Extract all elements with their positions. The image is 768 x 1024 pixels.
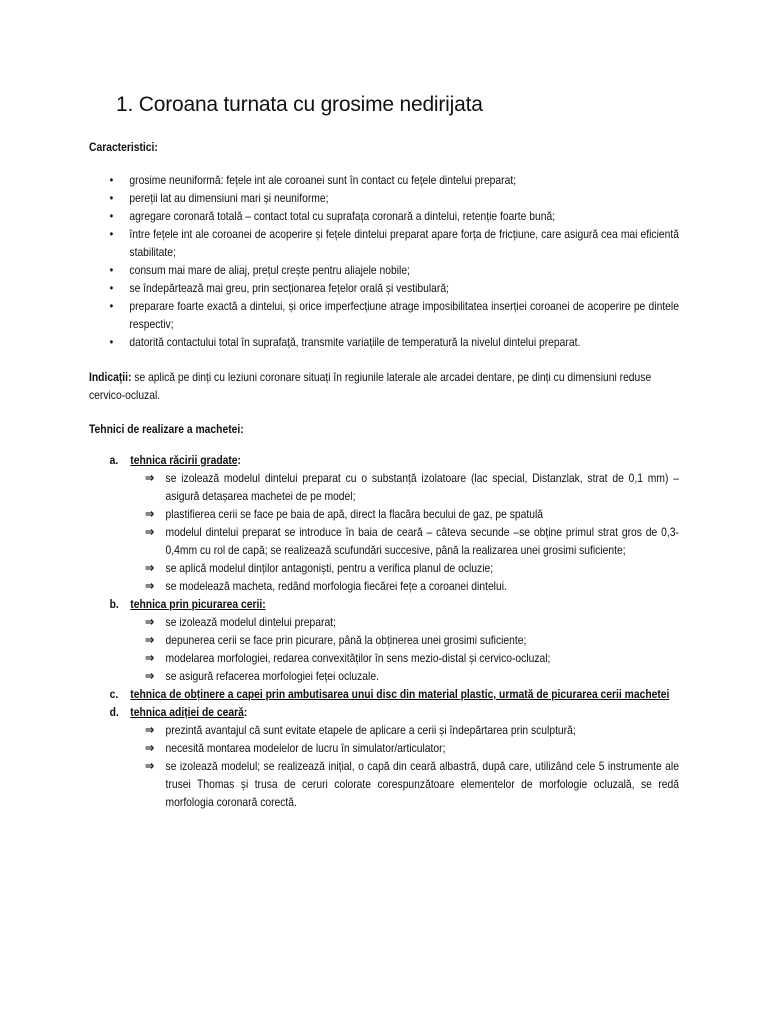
technique-step-text: se modelează macheta, redând morfologia fiecărei fețe a coroanei dintelui. [165,579,507,593]
arrow-icon: ⇒ [144,668,155,683]
technique-step-text: se izolează modelul; se realizează inițial, o capă din ceară albastră, după care, utilizând cele 5 instrumente ale trusei Thomas și trusa de ceruri colorate corespunzătoare elementelor de morfologie ocluzală, se redă morfologia coronară corectă. [165,759,679,809]
technique-step-text: se aplică modelul dinților antagoniști, pentru a verifica planul de ocluzie; [165,561,494,575]
technique-step [128,667,679,685]
technique-item [89,451,679,469]
technique-name: tehnica prin picurarea cerii: [130,597,266,611]
technique-letter: b. [109,597,119,611]
arrow-icon: ⇒ [144,560,155,575]
technique-step-text: prezintă avantajul că sunt evitate etapele de aplicare a cerii și îndepărtarea prin sculptură; [165,723,576,737]
technique-steps [89,721,679,811]
arrow-icon: ⇒ [144,722,155,737]
technique-step [128,577,679,595]
technique-step-text: necesită montarea modelelor de lucru în simulator/articulator; [165,741,446,755]
technique-item [89,685,679,703]
characteristic-item: • preparare foarte exactă a dintelui, și orice imperfecțiune atrage imposibilitatea inserției coroanei de acoperire pe dintele respectiv; [89,297,679,333]
indications-label: Indicații: [89,370,132,384]
arrow-icon: ⇒ [144,524,155,539]
technique-step [128,631,679,649]
technique-item [89,595,679,613]
technique-step [128,649,679,667]
characteristic-item: • grosime neuniformă: fețele int ale coroanei sunt în contact cu fețele dintelui preparat; [89,171,679,189]
technique-step-text: modelul dintelui preparat se introduce în baia de ceară – câteva secunde –se obține primul strat gros de 0,3-0,4mm cu rol de capă; se realizează scufundări succesive, până la realizarea unei grosimi suficiente; [165,525,679,557]
technique-step [128,559,679,577]
characteristic-item: • se îndepărtează mai greu, prin secționarea fețelor orală și vestibulară; [89,279,679,297]
indications-text: se aplică pe dinți cu leziuni coronare situați în regiunile laterale ale arcadei dentare, pe dinți cu dimensiuni reduse cervico-ocluzal. [89,370,652,402]
arrow-icon: ⇒ [144,506,155,521]
characteristic-item: • agregare coronară totală – contact total cu suprafața coronară a dintelui, retenție foarte bună; [89,207,679,225]
characteristic-item: • între fețele int ale coroanei de acoperire și fețele dintelui preparat apare forța de fricțiune, care asigură cea mai eficientă stabilitate; [89,225,679,261]
technique-name: tehnica adiției de ceară [130,705,244,719]
characteristics-heading: Caracteristici: [89,140,158,154]
technique-letter: a. [109,453,119,467]
technique-name: tehnica de obținere a capei prin ambutisarea unui disc din material plastic, urmată de picurarea cerii machetei [130,687,670,701]
technique-letter: c. [109,687,119,701]
arrow-icon: ⇒ [144,470,155,485]
arrow-icon: ⇒ [144,632,155,647]
technique-letter: d. [109,705,119,719]
technique-step [128,505,679,523]
technique-step [128,523,679,559]
technique-step-text: modelarea morfologiei, redarea convexităților în sens mezio-distal și cervico-ocluzal; [165,651,551,665]
technique-steps [89,469,679,595]
technique-step-text: plastifierea cerii se face pe baia de apă, direct la flacăra becului de gaz, pe spatulă [165,507,544,521]
technique-step [128,469,679,505]
technique-suffix: : [237,453,241,467]
arrow-icon: ⇒ [144,614,155,629]
indications-paragraph [89,368,679,404]
technique-step-text: se asigură refacerea morfologiei feței ocluzale. [165,669,379,683]
technique-step-text: se izolează modelul dintelui preparat cu o substanță izolatoare (lac special, Distanzlak, strat de 0,1 mm) –asigură detașarea machetei de pe model; [165,471,679,503]
technique-name: tehnica răcirii gradate [130,453,238,467]
characteristic-item: • consum mai mare de aliaj, prețul crește pentru aliajele nobile; [89,261,679,279]
arrow-icon: ⇒ [144,740,155,755]
technique-suffix: : [243,705,248,719]
technique-steps-wrapper [89,721,679,811]
technique-step [128,739,679,757]
characteristic-item: • pereții lat au dimensiuni mari și neuniforme; [89,189,679,207]
arrow-icon: ⇒ [144,650,155,665]
characteristic-item: • datorită contactului total în suprafață, transmite variațiile de temperatură la nivelul dintelui preparat. [89,333,679,351]
technique-step-text: depunerea cerii se face prin picurare, până la obținerea unei grosimi suficiente; [165,633,527,647]
technique-steps-wrapper [89,469,679,595]
technique-step [128,613,679,631]
page-title: 1. Coroana turnata cu grosime nedirijata [116,93,483,116]
technique-step-text: se izolează modelul dintelui preparat; [165,615,336,629]
technique-step [128,721,679,739]
technique-steps [89,613,679,685]
technique-steps-wrapper [89,613,679,685]
technique-step [128,757,679,811]
techniques-list [89,451,679,811]
arrow-icon: ⇒ [144,578,155,593]
technique-item [89,703,679,721]
arrow-icon: ⇒ [144,758,155,773]
characteristics-list [89,171,679,351]
techniques-heading: Tehnici de realizare a machetei: [89,422,244,436]
